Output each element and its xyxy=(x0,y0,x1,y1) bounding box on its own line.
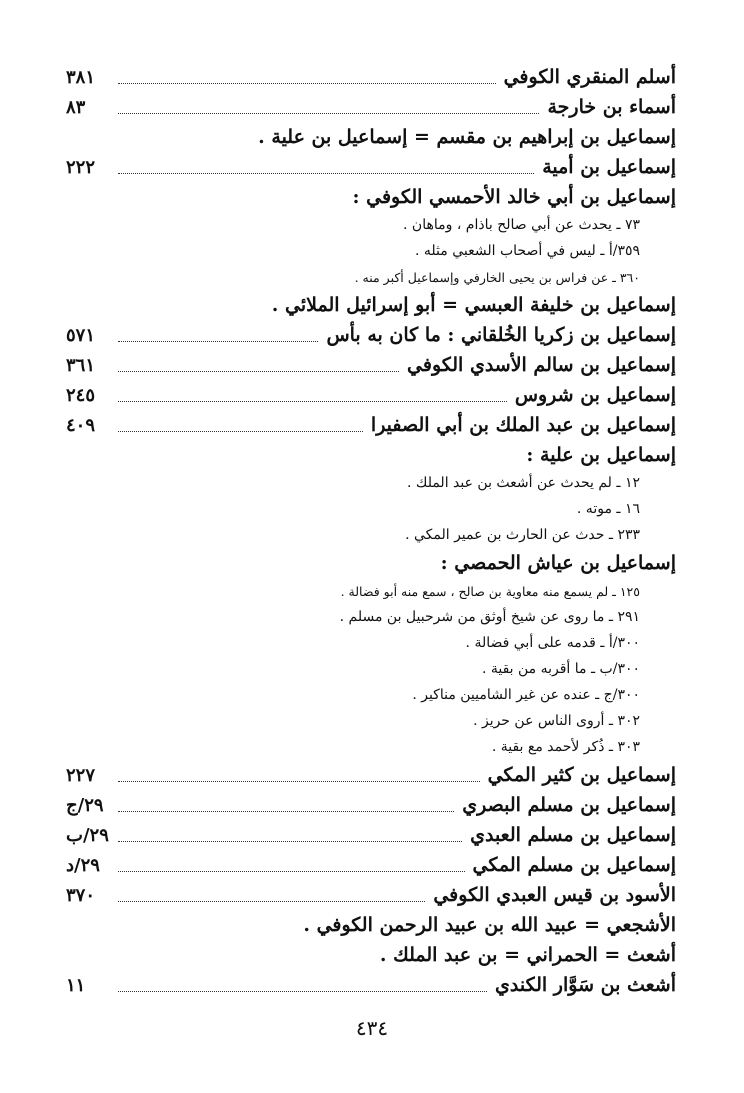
entry-page-number: ٢٩/ب xyxy=(66,824,109,846)
sub-entry: ١٢ ـ لم يحدث عن أشعث بن عبد الملك . xyxy=(407,475,640,491)
sub-entry: ٣٠٢ ـ أروى الناس عن حريز . xyxy=(473,713,640,729)
index-entry xyxy=(66,182,676,212)
sub-entry: ٣٠٠/ج ـ عنده عن غير الشاميين مناكير . xyxy=(412,687,640,703)
index-entries xyxy=(66,62,676,1000)
entry-name: إسماعيل بن خليفة العبسي = أبو إسرائيل الملائي . xyxy=(271,294,676,316)
index-entry xyxy=(66,380,676,410)
leader-dots xyxy=(118,991,487,992)
entry-page-number: ٣٧٠ xyxy=(66,884,96,906)
entry-name: إسماعيل بن أبي خالد الأحمسي الكوفي : xyxy=(352,186,676,208)
sub-entry: ١٦ ـ موته . xyxy=(576,501,640,517)
sub-entry: ٣٥٩/أ ـ ليس في أصحاب الشعبي مثله . xyxy=(415,243,640,259)
sub-entry: ٣٠٠/أ ـ قدمه على أبي فضالة . xyxy=(465,635,640,651)
index-entry xyxy=(66,350,676,380)
index-entry xyxy=(66,790,676,820)
sub-entry: ٢٩١ ـ ما روى عن شيخ أوثق من شرحبيل بن مسلم . xyxy=(339,609,640,625)
leader-dots xyxy=(118,371,399,372)
sub-entry: ٣٠٠/ب ـ ما أقربه من بقية . xyxy=(481,661,640,677)
index-entry xyxy=(66,152,676,182)
entry-page-number: ٢٤٥ xyxy=(66,384,96,406)
entry-name: الأسود بن قيس العبدي الكوفي xyxy=(433,884,676,906)
entry-name: الأشجعي = عبيد الله بن عبيد الرحمن الكوفي . xyxy=(303,914,676,936)
index-entry xyxy=(66,440,676,470)
entry-name: إسماعيل بن عبد الملك بن أبي الصفيرا xyxy=(370,414,676,436)
entry-name: أشعث = الحمراني = بن عبد الملك . xyxy=(379,944,676,966)
index-entry xyxy=(66,940,676,970)
sub-entry: ٧٣ ـ يحدث عن أبي صالح باذام ، وماهان . xyxy=(403,217,640,233)
index-entry xyxy=(66,290,676,320)
sub-entry: ١٢٥ ـ لم يسمع منه معاوية بن صالح ، سمع منه أبو فضالة . xyxy=(340,583,640,599)
index-entry xyxy=(66,850,676,880)
leader-dots xyxy=(118,781,480,782)
index-entry xyxy=(66,970,676,1000)
entry-name: إسماعيل بن عياش الحمصي : xyxy=(440,552,676,574)
entry-name: إسماعيل بن علية : xyxy=(526,444,676,466)
index-entry xyxy=(66,910,676,940)
entry-page-number: ٢٩/ج xyxy=(66,794,104,816)
entry-page-number: ٢٢٢ xyxy=(66,156,96,178)
index-entry xyxy=(66,92,676,122)
leader-dots xyxy=(118,901,425,902)
leader-dots xyxy=(118,431,363,432)
entry-page-number: ٥٧١ xyxy=(66,324,96,346)
leader-dots xyxy=(118,173,534,174)
entry-name: إسماعيل بن مسلم العبدي xyxy=(470,824,676,846)
leader-dots xyxy=(118,83,496,84)
entry-name: أسماء بن خارجة xyxy=(547,96,676,118)
leader-dots xyxy=(118,113,539,114)
entry-page-number: ٤٠٩ xyxy=(66,414,96,436)
entry-name: إسماعيل بن مسلم المكي xyxy=(472,854,676,876)
entry-page-number: ٣٦١ xyxy=(66,354,96,376)
index-entry xyxy=(66,880,676,910)
entry-page-number: ٣٨١ xyxy=(66,66,96,88)
entry-page-number: ٨٣ xyxy=(66,96,86,118)
page-number: ٤٣٤ xyxy=(355,1016,389,1040)
entry-page-number: ٢٩/د xyxy=(66,854,100,876)
sub-entry: ٣٦٠ ـ عن فراس بن يحيى الخارفي وإسماعيل أكبر منه . xyxy=(354,269,640,285)
index-entry xyxy=(66,820,676,850)
entry-name: إسماعيل بن إبراهيم بن مقسم = إسماعيل بن علية . xyxy=(258,126,676,148)
leader-dots xyxy=(118,341,318,342)
leader-dots xyxy=(118,401,507,402)
index-entry xyxy=(66,320,676,350)
index-entry xyxy=(66,548,676,578)
index-entry xyxy=(66,122,676,152)
sub-entry: ٣٠٣ ـ ذُكر لأحمد مع بقية . xyxy=(491,739,640,755)
leader-dots xyxy=(118,841,462,842)
entry-name: أسلم المنقري الكوفي xyxy=(503,66,676,88)
entry-name: إسماعيل بن كثير المكي xyxy=(487,764,676,786)
entry-name: إسماعيل بن مسلم البصري xyxy=(462,794,676,816)
index-entry xyxy=(66,62,676,92)
sub-entry: ٢٣٣ ـ حدث عن الحارث بن عمير المكي . xyxy=(405,527,640,543)
leader-dots xyxy=(118,811,454,812)
entry-name: أشعث بن سَوَّار الكندي xyxy=(495,974,676,996)
entry-page-number: ١١ xyxy=(66,974,86,996)
entry-name: إسماعيل بن سالم الأسدي الكوفي xyxy=(407,354,676,376)
entry-name: إسماعيل بن زكريا الخُلقاني : ما كان به بأس xyxy=(326,324,676,346)
entry-page-number: ٢٢٧ xyxy=(66,764,96,786)
leader-dots xyxy=(118,871,465,872)
entry-name: إسماعيل بن شروس xyxy=(514,384,676,406)
entry-name: إسماعيل بن أمية xyxy=(542,156,676,178)
index-entry xyxy=(66,760,676,790)
index-entry xyxy=(66,410,676,440)
